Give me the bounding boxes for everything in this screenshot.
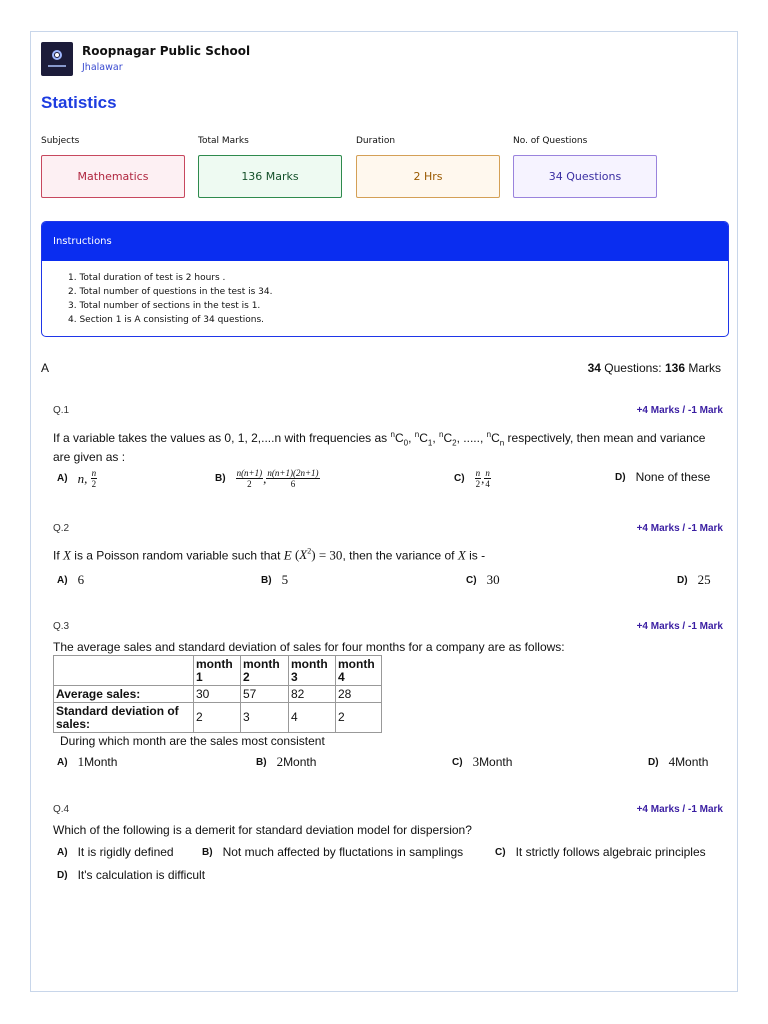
- table-cell: 57: [241, 686, 289, 703]
- instructions-panel: [41, 221, 729, 337]
- table-row-label: Standard deviation of sales:: [54, 703, 194, 733]
- total-marks-badge: 136 Marks: [198, 155, 342, 198]
- question-number: Q.3: [53, 621, 70, 632]
- table-header: month 2: [241, 656, 289, 686]
- option-c[interactable]: C) 30: [466, 572, 500, 587]
- question-number: Q.1: [53, 405, 70, 416]
- table-cell: 2: [336, 703, 382, 733]
- duration-label: Duration: [356, 136, 396, 146]
- page-title: Statistics: [41, 93, 117, 112]
- question-marks: +4 Marks / -1 Mark: [636, 804, 723, 815]
- question-number: Q.2: [53, 523, 70, 534]
- subjects-label: Subjects: [41, 136, 80, 146]
- instructions-list: [68, 271, 273, 327]
- option-d[interactable]: D) None of these: [615, 470, 711, 484]
- option-a[interactable]: A) n , $\frac{n}{2}$: [57, 468, 97, 489]
- option-d[interactable]: D) It's calculation is difficult: [57, 868, 206, 882]
- question-text: Which of the following is a demerit for standard deviation model for dispersion?: [53, 823, 472, 837]
- school-logo: [41, 42, 73, 76]
- option-a[interactable]: A) 1 Month: [57, 754, 118, 769]
- instruction-item: 1. Total duration of test is 2 hours .: [68, 273, 226, 283]
- questions-count-label: No. of Questions: [513, 136, 588, 146]
- option-a[interactable]: A) It is rigidly defined: [57, 845, 174, 859]
- option-a[interactable]: A) 6: [57, 572, 85, 587]
- duration-badge: 2 Hrs: [356, 155, 500, 198]
- instruction-item: 4. Section 1 is A consisting of 34 questions.: [68, 315, 265, 325]
- table-cell: 82: [289, 686, 336, 703]
- subjects-badge: Mathematics: [41, 155, 185, 198]
- option-d[interactable]: D) 25: [677, 572, 711, 587]
- table-header: month 3: [289, 656, 336, 686]
- question-marks: +4 Marks / -1 Mark: [636, 523, 723, 534]
- instruction-item: 2. Total number of questions in the test is 34.: [68, 287, 273, 297]
- table-row-label: Average sales:: [54, 686, 194, 703]
- section-name: A: [41, 361, 50, 375]
- option-c[interactable]: C) $\frac{n}{2}$ , $\frac{n}{4}$: [454, 468, 490, 489]
- sales-table: [53, 655, 382, 733]
- table-cell: 3: [241, 703, 289, 733]
- question-number: Q.4: [53, 804, 70, 815]
- question-text: If X is a Poisson random variable such that E $(X^2) = 30$, then the variance of X is -: [53, 547, 486, 563]
- table-cell: 2: [194, 703, 241, 733]
- table-cell: 4: [289, 703, 336, 733]
- question-followup: During which month are the sales most consistent: [60, 734, 325, 748]
- option-b[interactable]: B) Not much affected by fluctations in samplings: [202, 845, 464, 859]
- table-cell: 30: [194, 686, 241, 703]
- instructions-heading: Instructions: [42, 222, 728, 261]
- school-city: Jhalawar: [82, 62, 123, 73]
- option-b[interactable]: B) 2 Month: [256, 754, 317, 769]
- option-d[interactable]: D) 4 Month: [648, 754, 709, 769]
- option-b[interactable]: B) 5: [261, 572, 289, 587]
- section-summary: 34 Questions: 136 Marks: [587, 361, 721, 375]
- instruction-item: 3. Total number of sections in the test is 1.: [68, 301, 261, 311]
- question-marks: +4 Marks / -1 Mark: [636, 621, 723, 632]
- question-text: If a variable takes the values as 0, 1, 2,....n with frequencies as $^nC_0$, $^nC_1$, $^nC_2$, ....., $^nC_n$ respectively, then mean and variance are given as :: [53, 430, 706, 465]
- questions-count-badge: 34 Questions: [513, 155, 657, 198]
- option-b[interactable]: B) $\frac{n(n+1)}{2}$ , $\frac{n(n+1)(2n+1)}{6}$: [215, 468, 319, 489]
- option-c[interactable]: C) It strictly follows algebraic principles: [495, 845, 706, 859]
- table-header: month 4: [336, 656, 382, 686]
- school-name: Roopnagar Public School: [82, 44, 251, 58]
- option-c[interactable]: C) 3 Month: [452, 754, 513, 769]
- question-text: The average sales and standard deviation of sales for four months for a company are as follows:: [53, 640, 565, 654]
- table-cell: [54, 656, 194, 686]
- question-marks: +4 Marks / -1 Mark: [636, 405, 723, 416]
- total-marks-label: Total Marks: [198, 136, 249, 146]
- table-cell: 28: [336, 686, 382, 703]
- test-paper: [30, 31, 738, 992]
- table-header: month 1: [194, 656, 241, 686]
